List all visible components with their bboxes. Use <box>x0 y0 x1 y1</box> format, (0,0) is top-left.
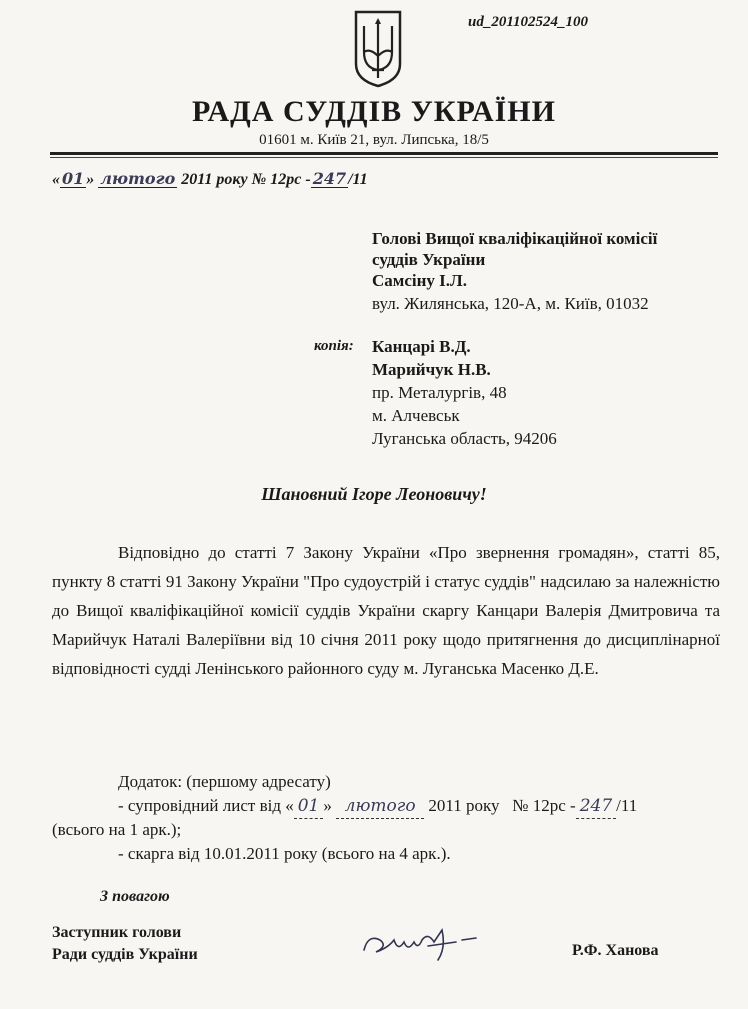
reg-suffix: /11 <box>348 171 368 188</box>
reg-month: лютого <box>100 169 176 188</box>
header-divider-thin <box>50 157 718 158</box>
registration-line: « 01 » лютого 2011 року № 12рс - 247 /11 <box>52 169 368 188</box>
signatory-title: Заступник голови Ради суддів України <box>52 924 198 963</box>
copy-addr1: пр. Металургів, 48 <box>372 383 507 402</box>
reg-day: 01 <box>62 169 85 188</box>
copy-name2: Марийчук Н.В. <box>372 360 491 379</box>
copy-addr2: м. Алчевськ <box>372 406 460 425</box>
attachment-number: 247 <box>576 794 616 819</box>
organization-name: РАДА СУДДІВ УКРАЇНИ <box>192 95 556 128</box>
attachment-month: лютого <box>336 794 424 819</box>
attachment-day: 01 <box>294 794 324 819</box>
document-id: ud_201102524_100 <box>468 14 589 30</box>
handwritten-signature <box>358 918 488 968</box>
header-divider <box>50 152 718 155</box>
trident-emblem-icon <box>352 8 404 88</box>
copy-name1: Канцарі В.Д. <box>372 337 471 356</box>
reg-number: 247 <box>312 169 347 188</box>
attachment-item1: - супровідний лист від « 01 » лютого 2011 року № 12рс - 247 /11 <box>118 794 637 819</box>
salutation: Шановний Ігоре Леоновичу! <box>261 484 487 504</box>
attachment-header: Додаток: (першому адресату) <box>118 772 331 791</box>
attachment-item1-cont: (всього на 1 арк.); <box>52 820 182 839</box>
body-text: Відповідно до статті 7 Закону України «Про звернення громадян», статті 85, пункту 8 статті 91 Закону України "Про судоустрій і статус суддів" надсилаю за належністю до Вищої кваліфікаційної комісії суддів України скаргу Канцари Валерія Дмитровича та Марийчук Наталі Валеріївни від 10 січня 2011 року щодо притягнення до дисциплінарної відповідності судді Ленінського районного суду м. Луганська Масенко Д.Е. <box>52 543 720 678</box>
copy-addr3: Луганська область, 94206 <box>372 429 557 448</box>
signatory-name: Р.Ф. Ханова <box>572 942 659 959</box>
recipient-name: Самсіну І.Л. <box>372 271 467 290</box>
recipient-line1: Голові Вищої кваліфікаційної комісії <box>372 229 658 248</box>
reg-year: 2011 року № 12рс - <box>181 171 311 188</box>
copy-label: копія: <box>314 338 354 354</box>
organization-address: 01601 м. Київ 21, вул. Липська, 18/5 <box>259 132 489 148</box>
closing-regards: З повагою <box>100 888 170 905</box>
recipient-address: вул. Жилянська, 120-А, м. Київ, 01032 <box>372 294 649 313</box>
recipient-line2: суддів України <box>372 250 486 269</box>
attachment-item2: - скарга від 10.01.2011 року (всього на 4 арк.). <box>118 844 451 863</box>
